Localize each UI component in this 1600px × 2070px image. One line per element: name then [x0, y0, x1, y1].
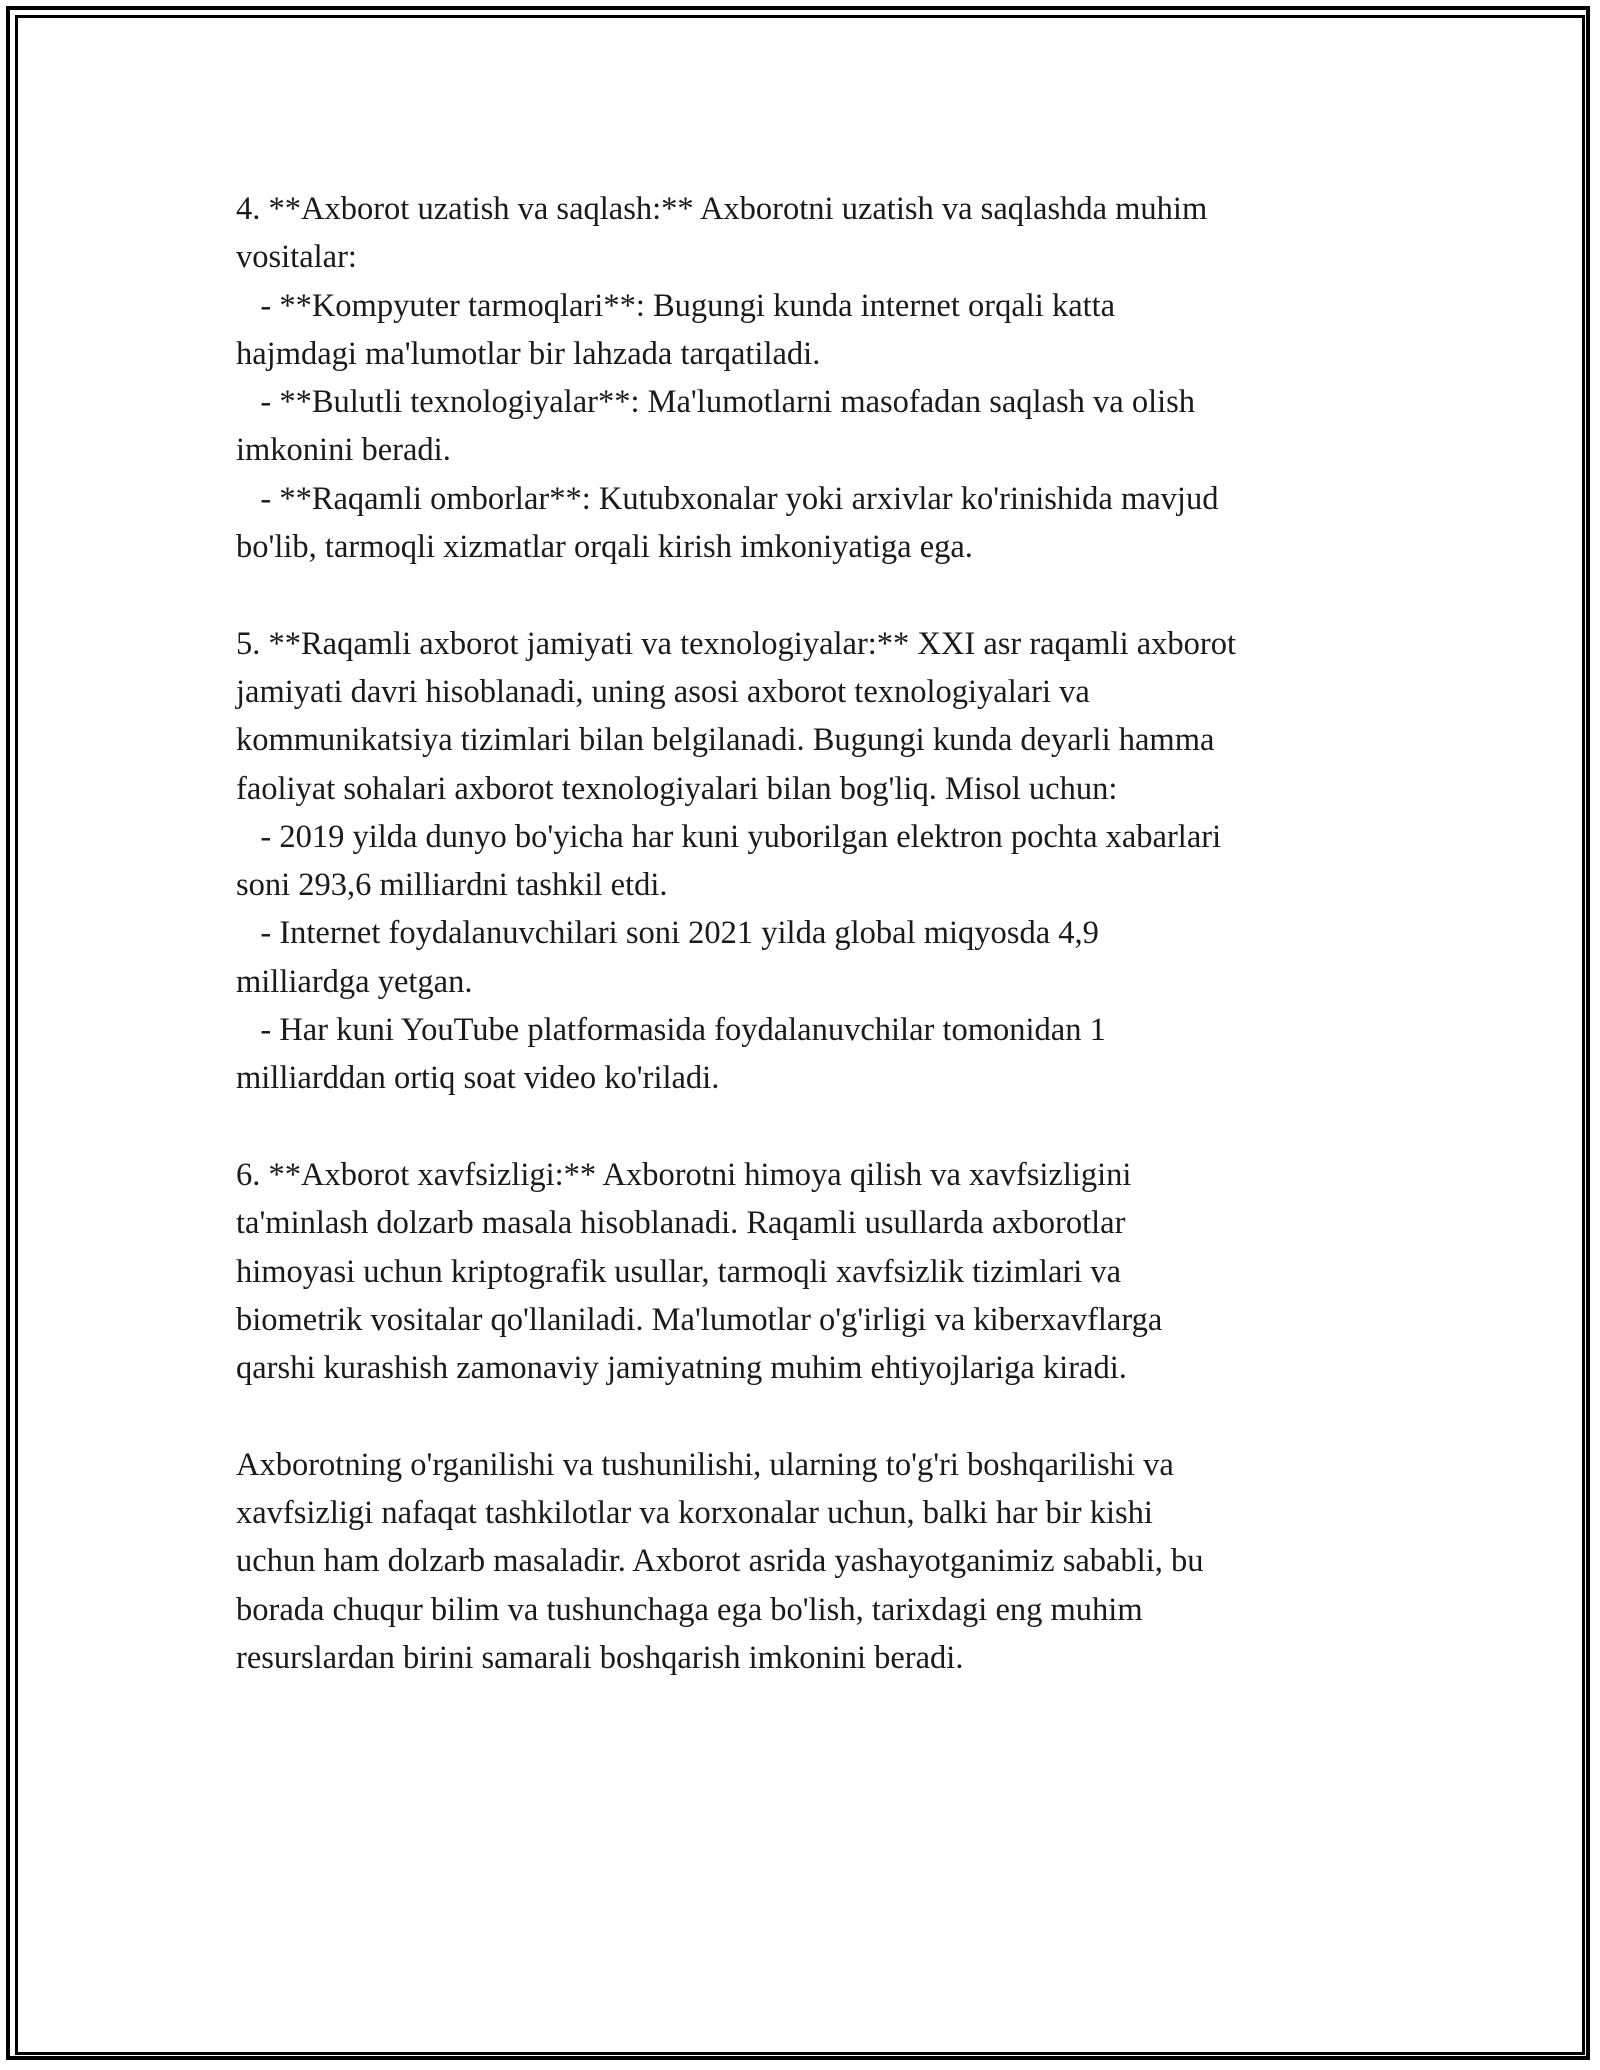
text-line: imkonini beradi.	[236, 432, 451, 469]
text-line: - Internet foydalanuvchilari soni 2021 yilda global miqyosda 4,9	[236, 915, 1099, 952]
text-line: - Har kuni YouTube platformasida foydalanuvchilar tomonidan 1	[236, 1012, 1106, 1049]
text-line: - 2019 yilda dunyo bo'yicha har kuni yuborilgan elektron pochta xabarlari	[236, 818, 1222, 855]
text-line: milliarddan ortiq soat video ko'riladi.	[236, 1060, 720, 1097]
text-line: bo'lib, tarmoqli xizmatlar orqali kirish imkoniyatiga ega.	[236, 529, 973, 566]
text-line: biometrik vositalar qo'llaniladi. Ma'lumotlar o'g'irligi va kiberxavflarga	[236, 1301, 1163, 1338]
text-line: borada chuqur bilim va tushunchaga ega bo'lish, tarixdagi eng muhim	[236, 1591, 1143, 1628]
text-line: uchun ham dolzarb masaladir. Axborot asrida yashayotganimiz sababli, bu	[236, 1543, 1204, 1580]
text-line: qarshi kurashish zamonaviy jamiyatning muhim ehtiyojlariga kiradi.	[236, 1350, 1127, 1387]
text-line: kommunikatsiya tizimlari bilan belgilanadi. Bugungi kunda deyarli hamma	[236, 722, 1215, 759]
conclusion-paragraph	[236, 1441, 1376, 1682]
paragraph-gap	[236, 1392, 1376, 1440]
text-line: himoyasi uchun kriptografik usullar, tarmoqli xavfsizlik tizimlari va	[236, 1253, 1122, 1290]
text-line: - **Kompyuter tarmoqlari**: Bugungi kunda internet orqali katta	[236, 287, 1116, 324]
text-line: 4. **Axborot uzatish va saqlash:** Axborotni uzatish va saqlashda muhim	[236, 191, 1208, 227]
section-4-storage	[236, 185, 1376, 571]
text-line: - **Bulutli texnologiyalar**: Ma'lumotlarni masofadan saqlash va olish	[236, 384, 1196, 421]
text-line: vositalar:	[236, 239, 357, 276]
text-line: 5. **Raqamli axborot jamiyati va texnologiyalar:** XXI asr raqamli axborot	[236, 625, 1237, 662]
text-line: xavfsizligi nafaqat tashkilotlar va korxonalar uchun, balki har bir kishi	[236, 1495, 1153, 1532]
section-6-security	[236, 1151, 1376, 1392]
text-line: resurslardan birini samarali boshqarish imkonini beradi.	[236, 1639, 964, 1676]
text-line: hajmdagi ma'lumotlar bir lahzada tarqatiladi.	[236, 335, 821, 372]
text-line: 6. **Axborot xavfsizligi:** Axborotni himoya qilish va xavfsizligini	[236, 1156, 1132, 1193]
text-line: soni 293,6 milliardni tashkil etdi.	[236, 867, 668, 904]
paragraph-gap	[236, 571, 1376, 619]
text-line: faoliyat sohalari axborot texnologiyalari bilan bog'liq. Misol uchun:	[236, 770, 1118, 807]
section-5-digital-society	[236, 620, 1376, 1103]
text-line: ta'minlash dolzarb masala hisoblanadi. Raqamli usullarda axborotlar	[236, 1205, 1126, 1242]
document-body	[236, 185, 1376, 1682]
paragraph-gap	[236, 1103, 1376, 1151]
text-line: jamiyati davri hisoblanadi, uning asosi axborot texnologiyalari va	[236, 673, 1090, 710]
text-line: - **Raqamli omborlar**: Kutubxonalar yoki arxivlar ko'rinishida mavjud	[236, 480, 1219, 517]
text-line: Axborotning o'rganilishi va tushunilishi, ularning to'g'ri boshqarilishi va	[236, 1446, 1174, 1483]
text-line: milliardga yetgan.	[236, 963, 473, 1000]
